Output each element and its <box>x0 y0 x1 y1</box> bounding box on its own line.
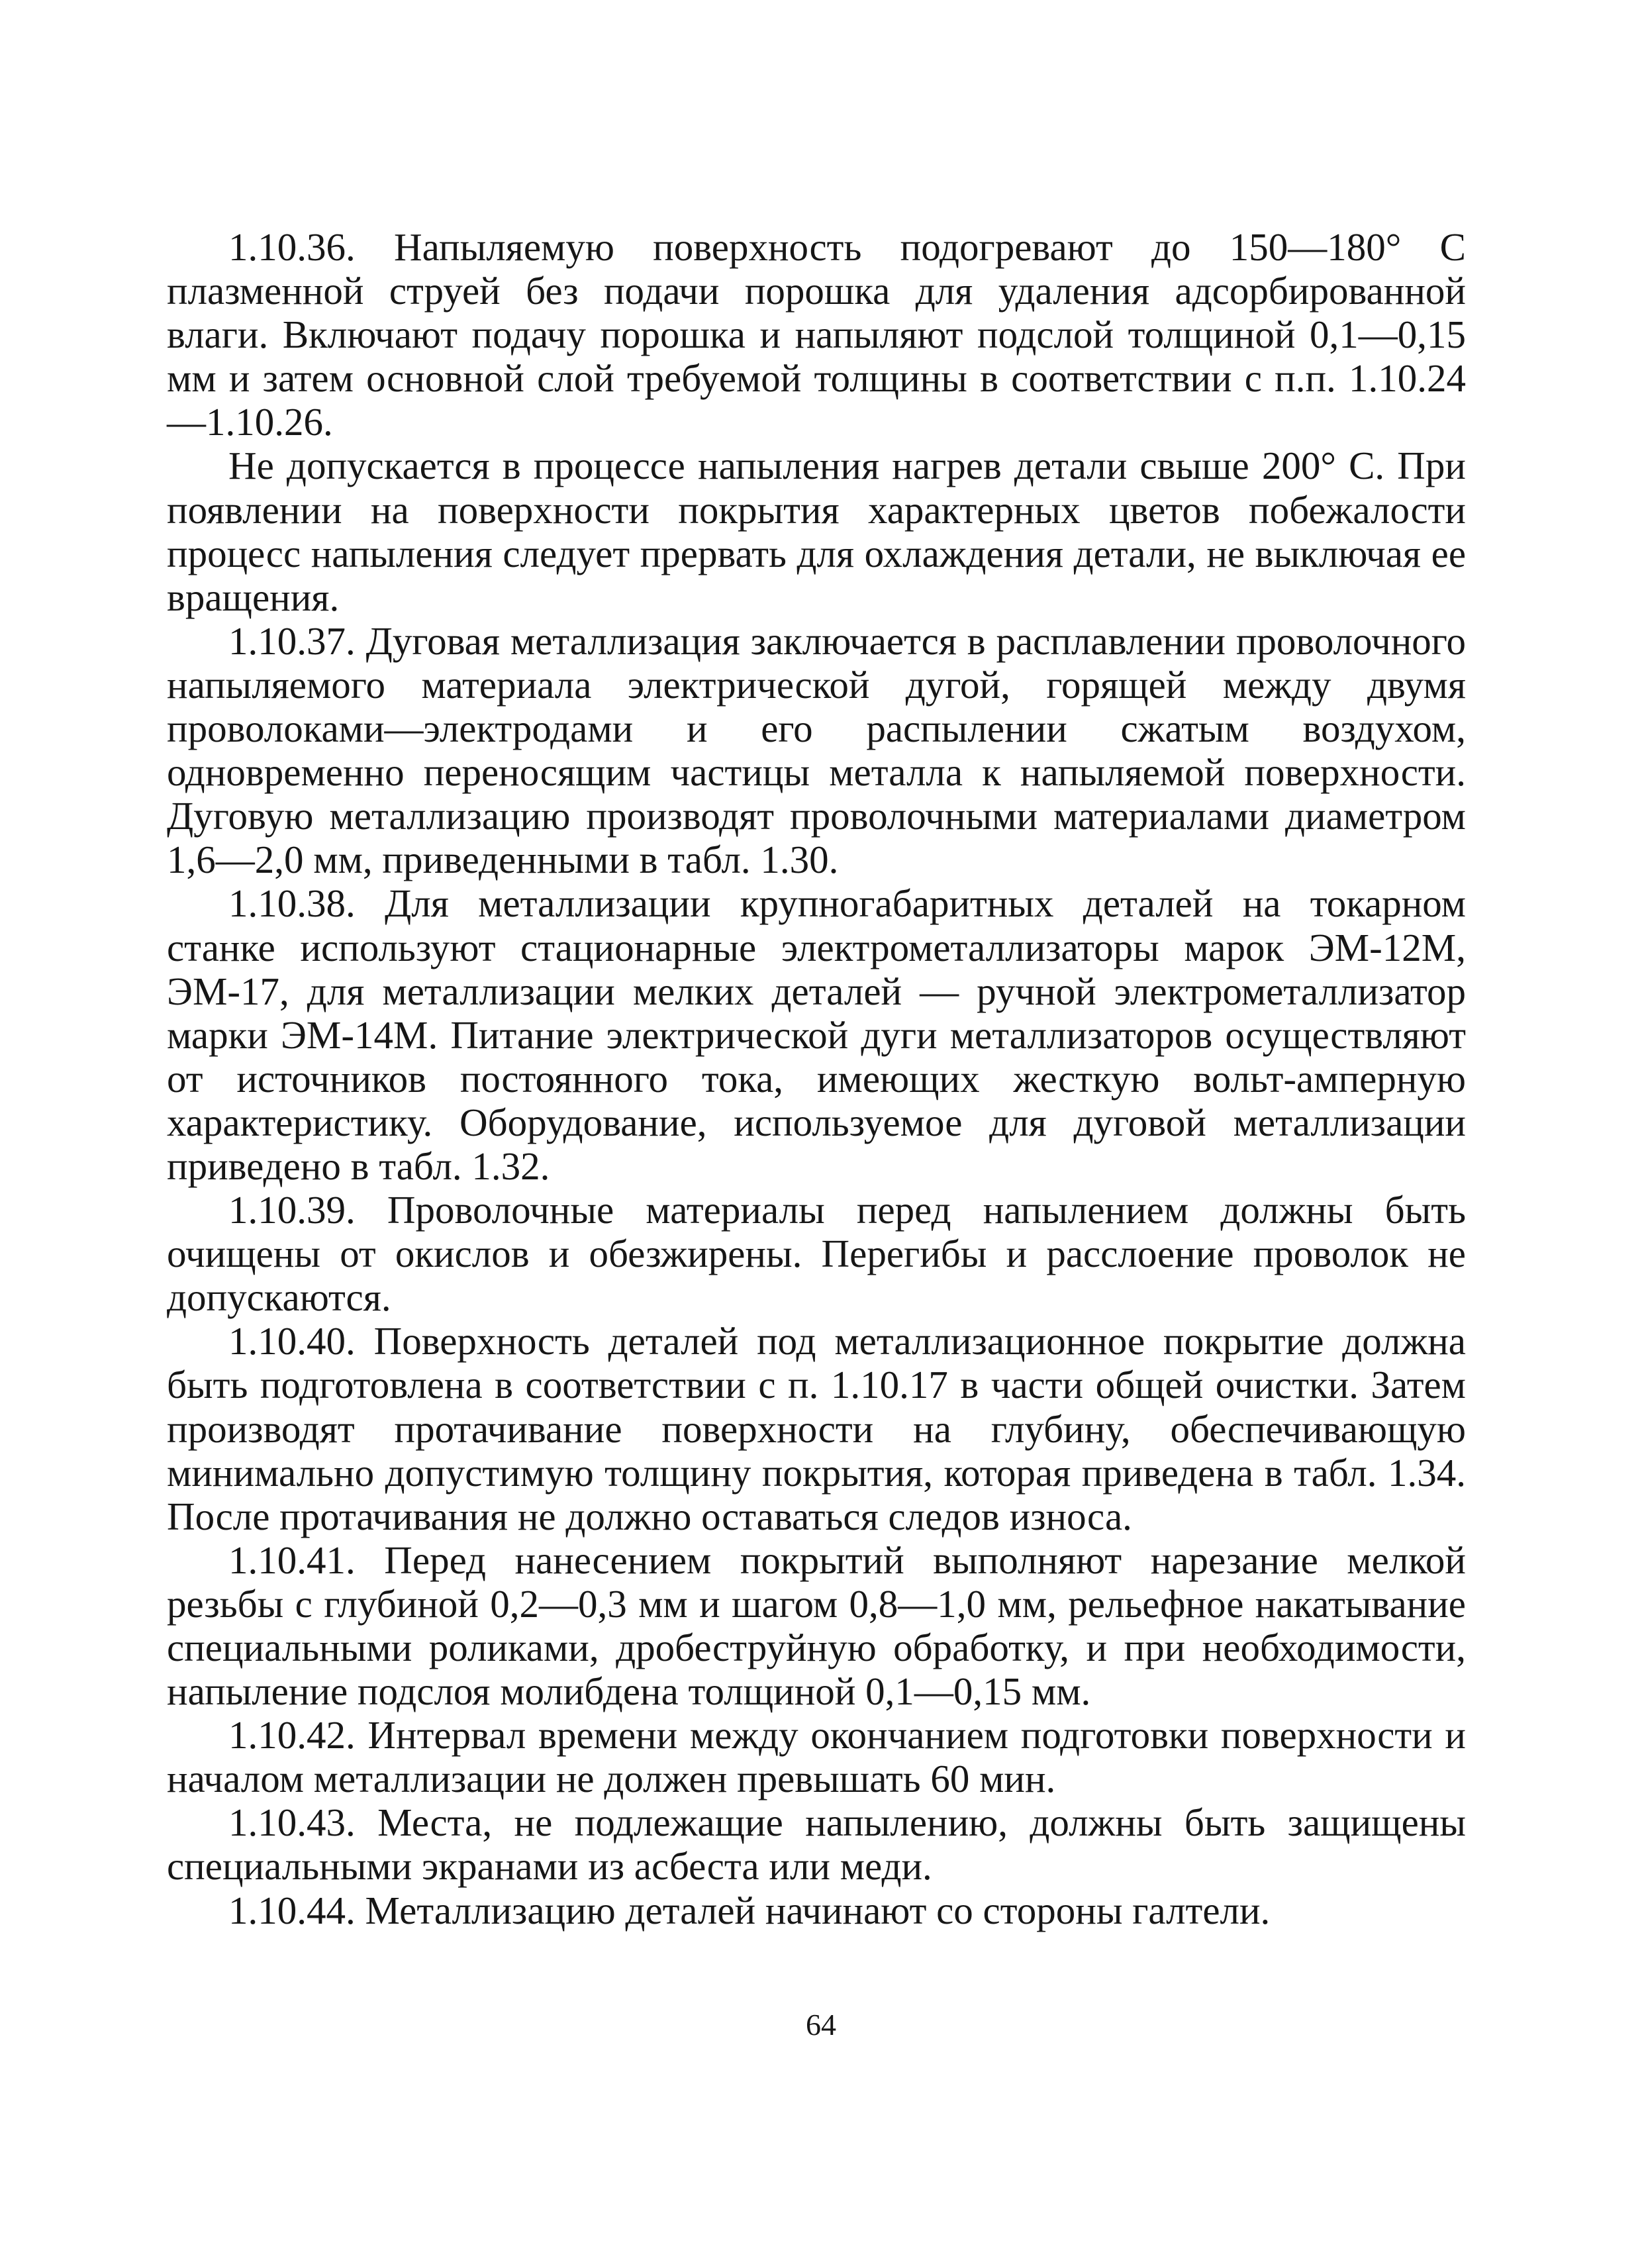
paragraph-1-10-44: 1.10.44. Металлизацию деталей начинают со стороны галтели. <box>228 1888 1271 1932</box>
paragraph-1-10-37: 1.10.37. Дуговая металлизация заключается в расплавлении проволочного напыляемого материала электрической дугой, горящей между двумя проволоками—электродами и его распылении сжатым воздухом, одновременно переносящим частицы металла к напыляемой поверхности. Дуговую металлизацию производят проволочными материалами диаметром 1,6—2,0 мм, приведенными в табл. 1.30. <box>167 618 1466 882</box>
body-text <box>167 225 1466 1932</box>
paragraph-1-10-38: 1.10.38. Для металлизации крупногабаритных деталей на токарном станке используют стационарные электрометаллизаторы марок ЭМ-12М, ЭМ-17, для металлизации мелких деталей — ручной электрометаллизатор марки ЭМ-14М. Питание электрической дуги металлизаторов осуществляют от источников постоянного тока, имеющих жесткую вольт-амперную характеристику. Оборудование, используемое для дуговой металлизации приведено в табл. 1.32. <box>167 881 1466 1188</box>
paragraph-1-10-40: 1.10.40. Поверхность деталей под металлизационное покрытие должна быть подготовлена в соответствии с п. 1.10.17 в части общей очистки. Затем производят протачивание поверхности на глубину, обеспечивающую минимально допустимую толщину покрытия, которая приведена в табл. 1.34. После протачивания не должно оставаться следов износа. <box>167 1319 1466 1538</box>
paragraph-1-10-43: 1.10.43. Места, не подлежащие напылению, должны быть защищены специальными экранами из асбеста или меди. <box>167 1800 1466 1889</box>
paragraph-1-10-36: 1.10.36. Напыляемую поверхность подогревают до 150—180° С плазменной струей без подачи порошка для удаления адсорбированной влаги. Включают подачу порошка и напыляют подслой толщиной 0,1—0,15 мм и затем основной слой требуемой толщины в соответствии с п.п. 1.10.24—1.10.26. <box>167 225 1466 444</box>
paragraph-1-10-41: 1.10.41. Перед нанесением покрытий выполняют нарезание мелкой резьбы с глубиной 0,2—0,3 мм и шагом 0,8—1,0 мм, рельефное накатывание специальными роликами, дробеструйную обработку, и при необходимости, напыление подслоя молибдена толщиной 0,1—0,15 мм. <box>167 1538 1466 1714</box>
paragraph-1-10-39: 1.10.39. Проволочные материалы перед напылением должны быть очищены от окислов и обезжирены. Перегибы и расслоение проволок не допускаются. <box>167 1188 1466 1320</box>
paragraph-1-10-42: 1.10.42. Интервал времени между окончанием подготовки поверхности и началом металлизации не должен превышать 60 мин. <box>167 1713 1466 1801</box>
paragraph-overheat-note: Не допускается в процессе напыления нагрев детали свыше 200° С. При появлении на поверхности покрытия характерных цветов побежалости процесс напыления следует прервать для охлаждения детали, не выключая ее вращения. <box>167 444 1466 619</box>
page-number: 64 <box>806 2008 836 2042</box>
